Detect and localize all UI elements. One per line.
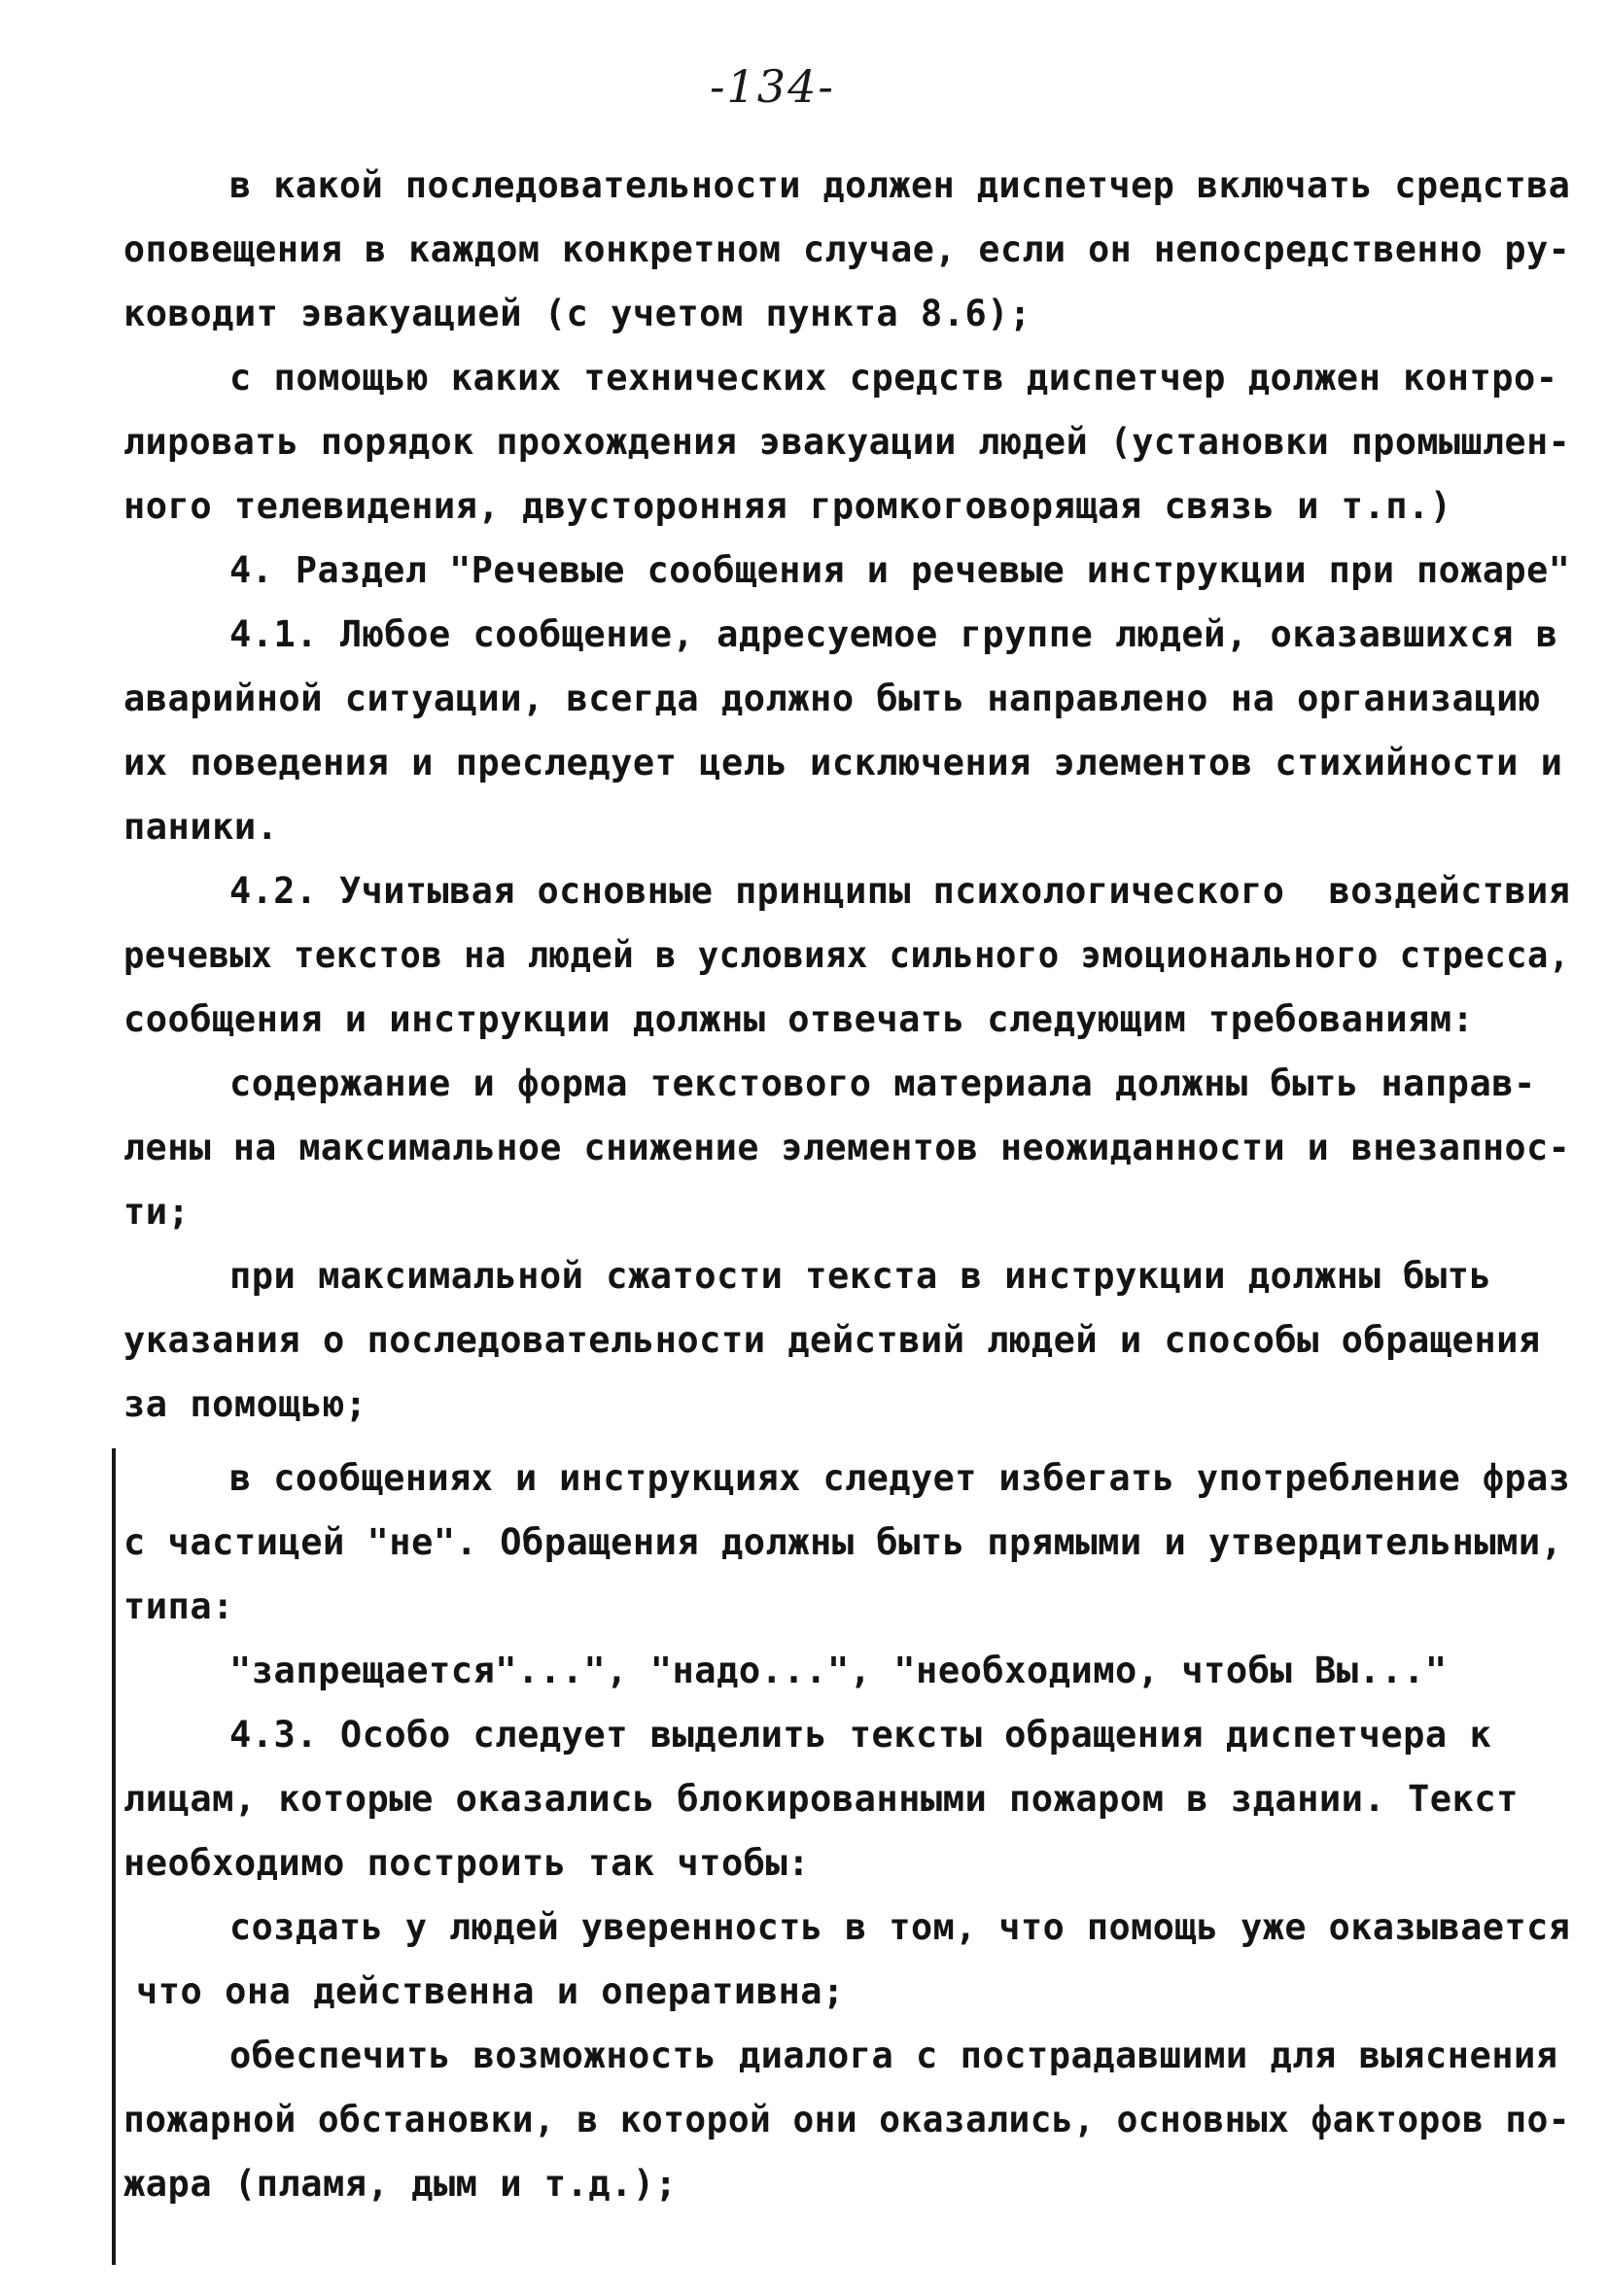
text-line: типа: xyxy=(123,1585,234,1627)
text-line: их поведения и преследует цель исключения элементов стихийности и xyxy=(123,742,1563,783)
text-line: аварийной ситуации, всегда должно быть направлено на организацию xyxy=(123,678,1541,719)
text-line: ти; xyxy=(123,1191,191,1233)
text-line: речевых текстов на людей в условиях сильного эмоционального стресса, xyxy=(123,934,1570,976)
page-number: -134- xyxy=(710,60,835,113)
text-line: паники. xyxy=(123,806,279,848)
text-line: 4.1. Любое сообщение, адресуемое группе людей, оказавшихся в xyxy=(229,613,1558,655)
text-line: за помощью; xyxy=(123,1383,367,1425)
text-line: пожарной обстановки, в которой они оказались, основных факторов по- xyxy=(123,2099,1570,2140)
text-line: обеспечить возможность диалога с пострадавшими для выяснения xyxy=(229,2035,1558,2076)
text-line: что она действенна и оперативна; xyxy=(136,1970,845,2012)
text-line: 4.2. Учитывая основные принципы психологического воздействия xyxy=(229,870,1571,912)
margin-revision-bar xyxy=(112,1448,116,2265)
text-line: указания о последовательности действий людей и способы обращения xyxy=(123,1319,1541,1361)
text-line: лены на максимальное снижение элементов неожиданности и внезапнос- xyxy=(123,1127,1571,1168)
text-line: лицам, которые оказались блокированными пожаром в здании. Текст xyxy=(123,1778,1519,1820)
text-line: ководит эвакуацией (с учетом пункта 8.6); xyxy=(123,293,1031,334)
text-line: содержание и форма текстового материала должны быть направ- xyxy=(229,1062,1536,1104)
text-line: с помощью каких технических средств диспетчер должен контро- xyxy=(229,357,1558,399)
text-line: сообщения и инструкции должны отвечать следующим требованиям: xyxy=(123,998,1475,1040)
section-heading: 4. Раздел "Речевые сообщения и речевые инструкции при пожаре" xyxy=(229,549,1571,591)
text-line: лировать порядок прохождения эвакуации людей (установки промышлен- xyxy=(123,421,1571,463)
text-line: необходимо построить так чтобы: xyxy=(123,1842,811,1884)
text-line: оповещения в каждом конкретном случае, если он непосредственно ру- xyxy=(123,228,1571,270)
text-line: жара (пламя, дым и т.д.); xyxy=(123,2163,678,2205)
text-line: 4.3. Особо следует выделить тексты обращения диспетчера к xyxy=(229,1714,1492,1756)
text-line: ного телевидения, двусторонняя громкоговорящая связь и т.п.) xyxy=(123,485,1452,527)
text-line: при максимальной сжатости текста в инструкции должны быть xyxy=(229,1255,1492,1297)
text-line: с частицей "не". Обращения должны быть прямыми и утвердительными, xyxy=(123,1521,1563,1563)
text-line: "запрещается"...", "надо...", "необходимо, чтобы Вы..." xyxy=(229,1650,1448,1691)
text-line: в какой последовательности должен диспетчер включать средства xyxy=(229,164,1571,206)
text-line: в сообщениях и инструкциях следует избегать употребление фраз xyxy=(229,1457,1571,1499)
text-line: создать у людей уверенность в том, что помощь уже оказывается xyxy=(229,1906,1571,1948)
